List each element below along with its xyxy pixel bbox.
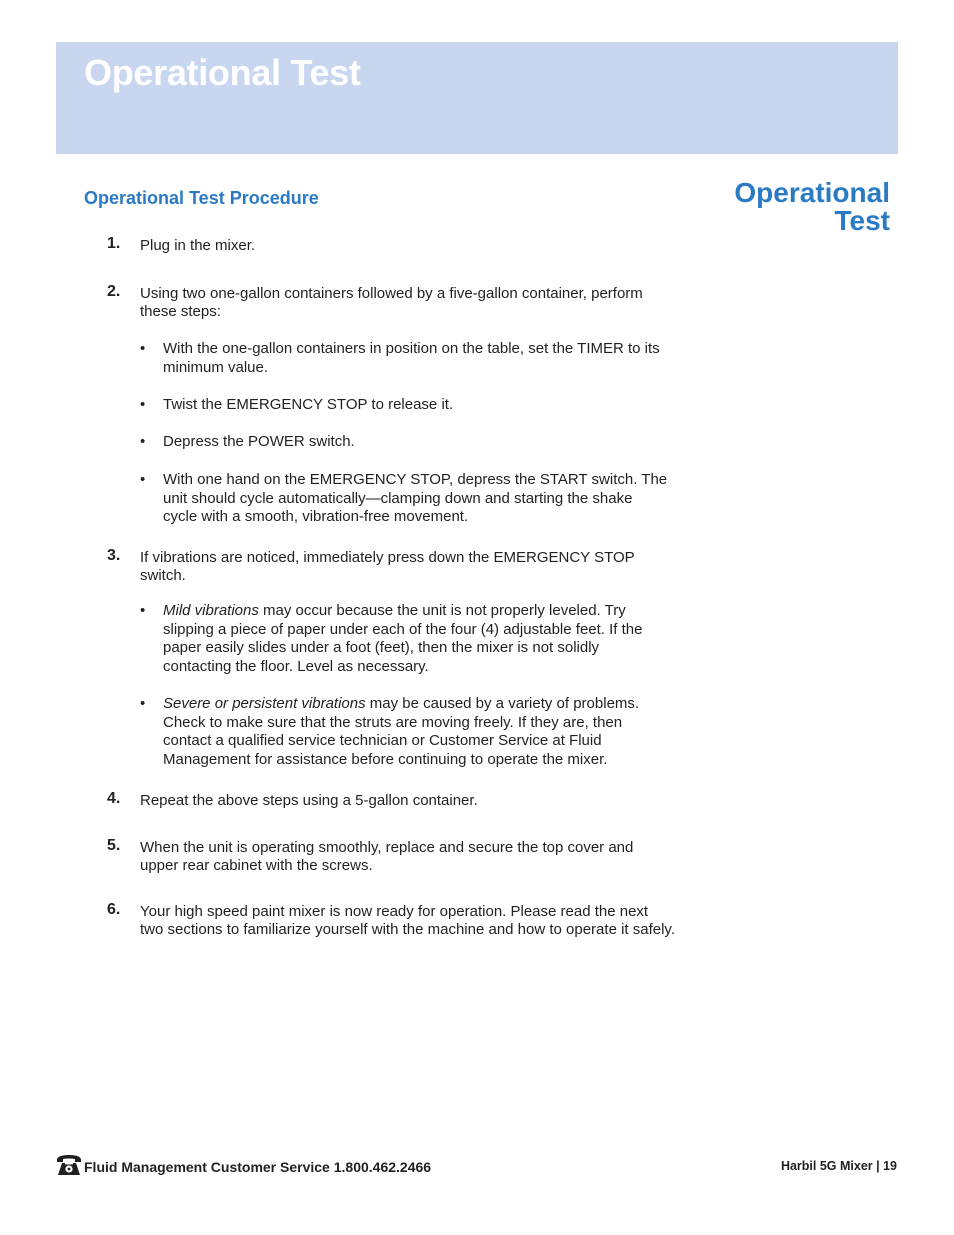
bullet-body: may be caused by a variety of problems. Check to make sure that the struts are moving freely. If they are, then contact a qualified service technician or Customer Service at Fluid Management for assistance before continuing to operate the mixer. bbox=[163, 695, 640, 769]
bullet-symbol: • bbox=[140, 695, 146, 712]
bullet-text: Depress the POWER switch. bbox=[163, 433, 355, 450]
bullet-symbol: • bbox=[140, 471, 146, 488]
section-heading: Operational Test Procedure bbox=[84, 188, 319, 208]
step-number: 1. bbox=[107, 235, 121, 252]
step-number: 2. bbox=[107, 283, 121, 300]
step-number: 5. bbox=[107, 837, 121, 854]
page-title: Operational Test bbox=[84, 52, 361, 93]
page-footer-label: Harbil 5G Mixer | 19 bbox=[780, 1159, 897, 1173]
step-text: If vibrations are noticed, immediately press down the EMERGENCY STOP switch. bbox=[140, 549, 635, 584]
step-text: Using two one-gallon containers followed by a five-gallon container, perform these steps: bbox=[140, 285, 643, 320]
bullet-symbol: • bbox=[140, 340, 146, 357]
side-title-line2: Test bbox=[834, 205, 890, 236]
bullet-text bbox=[163, 602, 668, 677]
step-text: Repeat the above steps using a 5-gallon container. bbox=[140, 792, 478, 809]
side-title-line1: Operational bbox=[734, 177, 890, 208]
bullet-text: With the one-gallon containers in position on the table, set the TIMER to its minimum value. bbox=[163, 340, 660, 376]
bullet-symbol: • bbox=[140, 433, 146, 450]
bullet-text bbox=[163, 695, 668, 770]
bullet-symbol: • bbox=[140, 602, 146, 619]
bullet-text: With one hand on the EMERGENCY STOP, depress the START switch. The unit should cycle automatically—clamping down and starting the shake cycle with a smooth, vibration-free movement. bbox=[163, 471, 668, 526]
step-text: When the unit is operating smoothly, replace and secure the top cover and upper rear cabinet with the screws. bbox=[140, 839, 634, 874]
bullet-emphasis: Mild vibrations bbox=[163, 602, 259, 619]
footer-contact-text: Fluid Management Customer Service 1.800.462.2466 bbox=[84, 1159, 432, 1175]
step-text: Your high speed paint mixer is now ready for operation. Please read the next two sections to familiarize yourself with the machine and how to operate it safely. bbox=[140, 903, 675, 938]
footer-contact bbox=[56, 1152, 431, 1176]
step-text: Plug in the mixer. bbox=[140, 237, 256, 254]
step-number: 3. bbox=[107, 547, 121, 564]
bullet-emphasis: Severe or persistent vibrations bbox=[163, 695, 366, 712]
telephone-icon bbox=[56, 1154, 82, 1176]
bullet-text: Twist the EMERGENCY STOP to release it. bbox=[163, 396, 454, 413]
bullet-body: may occur because the unit is not properly leveled. Try slipping a piece of paper under each of the four (4) adjustable feet. If the paper easily slides under a foot (feet), then the mixer is not solidly contacting the floor. Level as necessary. bbox=[163, 602, 643, 676]
side-title bbox=[734, 179, 890, 235]
header-band bbox=[56, 42, 898, 154]
step-number: 4. bbox=[107, 790, 121, 807]
step-number: 6. bbox=[107, 901, 121, 918]
bullet-symbol: • bbox=[140, 396, 146, 413]
